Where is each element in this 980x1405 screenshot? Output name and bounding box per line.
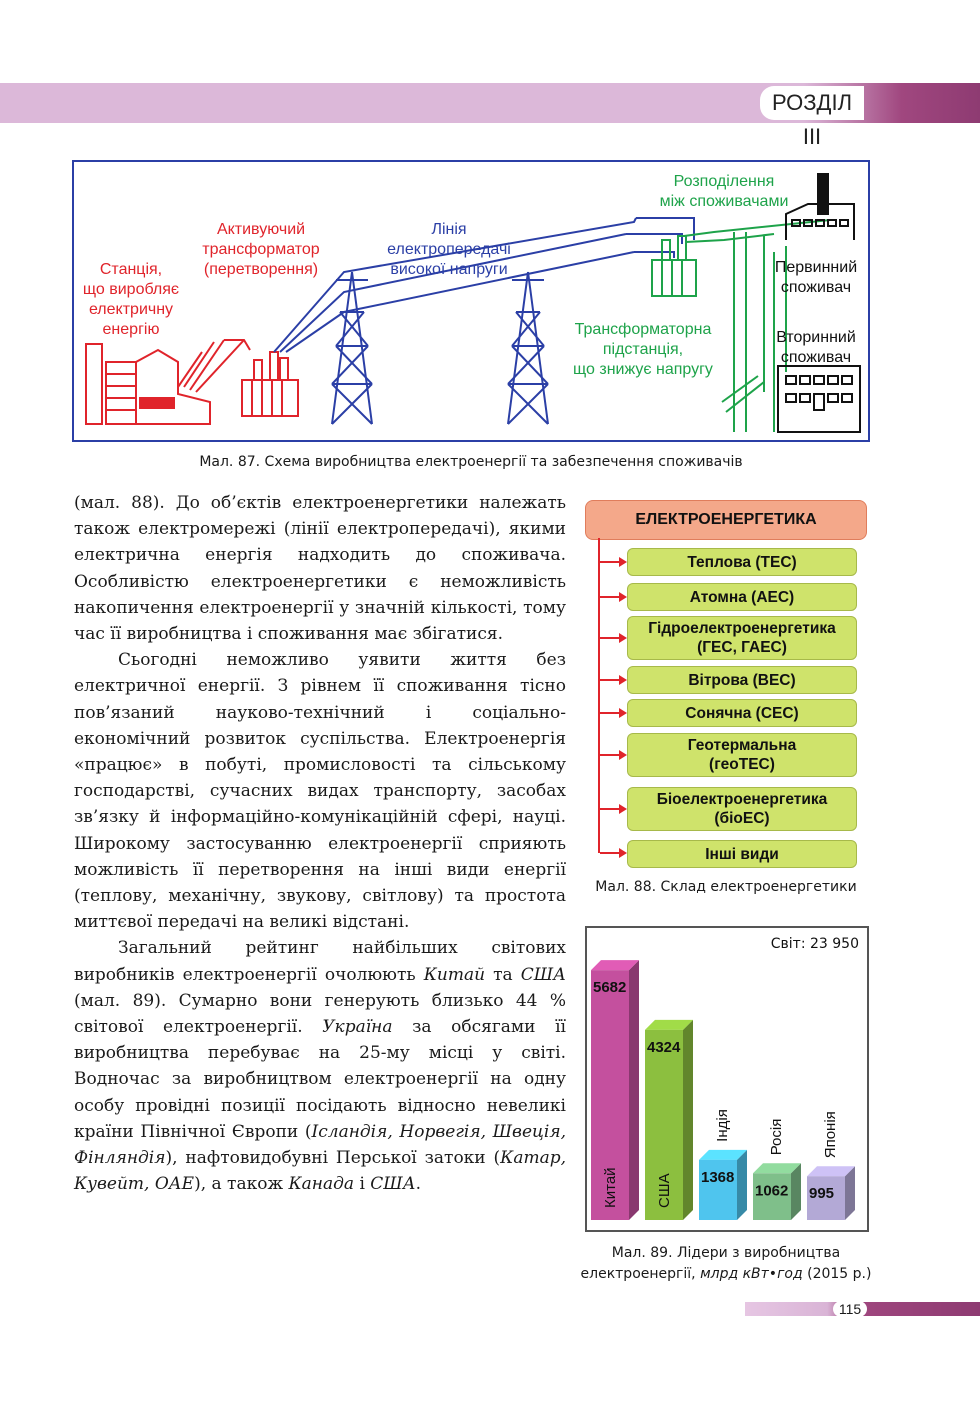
- p3-usa: США: [520, 964, 566, 985]
- p3-gulf: Катар, Кувейт, ОАЕ: [74, 1148, 566, 1195]
- figure-87-caption: Мал. 87. Схема виробництва електроенергії та забезпечення споживачів: [199, 454, 743, 470]
- energy-tree-title: ЕЛЕКТРОЕНЕРГЕТИКА: [585, 500, 867, 540]
- p3-text-g: і: [354, 1174, 371, 1195]
- p3-text-e: ), нафтовидобувні Перської затоки (: [165, 1148, 501, 1169]
- station-label: Станція, що виробляє електричну енергію: [82, 261, 180, 338]
- p3-text-d: за обсягами її виробництва перебуває на 25-му місці у світі. Водночас за виробництвом електроенергії на одну особу провідні позиції посідають відносно невеликі країни Північної Європи (: [74, 1017, 566, 1142]
- bar-value-label: 4324: [647, 1038, 681, 1056]
- p3-text-a: Загальний рейтинг найбільших світових виробників електроенергії очолюють: [74, 938, 566, 985]
- pylon-2-icon: [508, 272, 548, 424]
- bar-chart-svg: [587, 928, 867, 1230]
- figure-89-caption-units: млрд кВт•год: [700, 1266, 803, 1282]
- arrow-icon: [600, 637, 620, 639]
- arrow-icon: [600, 808, 620, 810]
- section-label: РОЗДІЛ III: [760, 86, 864, 120]
- bar-value-label: 995: [809, 1185, 835, 1203]
- arrow-icon: [600, 712, 620, 714]
- bar-value-label: 1368: [701, 1168, 735, 1186]
- energy-item-hydro: Гідроелектроенергетика (ГЕС, ГАЕС): [627, 616, 857, 660]
- bar-side: [683, 1020, 693, 1220]
- p3-ukraine: Україна: [322, 1017, 393, 1038]
- secondary-consumer-label: Вторинний споживач: [776, 329, 856, 366]
- category-label: Японія: [822, 1111, 839, 1159]
- p3-text-b: та: [485, 964, 521, 985]
- figure-89-caption-b: (2015 р.): [802, 1266, 872, 1282]
- category-label: США: [656, 1173, 673, 1208]
- activating-transformer-label: Активуючий трансформатор (перетворення): [202, 221, 320, 278]
- building-icon: [778, 366, 860, 432]
- arrow-icon: [600, 596, 620, 598]
- p3-china: Китай: [423, 964, 486, 985]
- power-station-icon: [86, 340, 250, 424]
- arrow-icon: [600, 561, 620, 563]
- p3-canada: Канада: [288, 1174, 355, 1195]
- energy-item-thermal: Теплова (ТЕС): [627, 548, 857, 576]
- distribution-label: Розподілення між споживачами: [659, 173, 789, 210]
- energy-item-wind: Вітрова (ВЕС): [627, 666, 857, 694]
- energy-item-solar: Сонячна (СЕС): [627, 699, 857, 727]
- substation-label: Трансформаторна підстанція, що знижує напругу: [573, 321, 713, 378]
- body-text: [74, 490, 566, 1197]
- bar-side: [791, 1163, 801, 1220]
- activating-transformer-icon: [242, 352, 298, 416]
- figure-89-caption-line1: Мал. 89. Лідери з виробництва: [611, 1245, 841, 1261]
- chart-89: [585, 926, 869, 1232]
- p3-usa-2: США: [370, 1174, 416, 1195]
- p3-text-c: (мал. 89). Сумарно вони генерують близько 44 % світової електроенергії.: [74, 990, 566, 1038]
- p3-nordic: Ісландія, Норвегія, Швеція, Фінляндія: [74, 1121, 566, 1169]
- energy-item-bio: Біоелектроенергетика (біоЕС): [627, 787, 857, 831]
- paragraph-1: (мал. 88). До об’єктів електроенергетики належать також електромережі (лінії електропередачі), якими електрична енергія надходить до споживача. Особливістю електроенергетики є неможливість накопичення електроенергії у значній кількості, тому час її виробництва і споживання має збігатися.: [74, 493, 566, 645]
- bar-side: [629, 960, 639, 1220]
- bar-value-label: 5682: [593, 979, 627, 997]
- paragraph-3: [74, 935, 566, 1197]
- energy-item-nuclear: Атомна (АЕС): [627, 583, 857, 611]
- paragraph-2: Сьогодні неможливо уявити життя без електричної енергії. З рівнем її споживання тісно пов’язаний науково-технічний і соціально-економічний розвиток суспільства. Електроенергія «працює» в побуті, промисловості та сільському господарстві, сучасних видах транспорту, засобах зв’язку й інформаційно-комунікаційній сфері, науці. Широкому застосуванню електроенергії сприяють можливість її перетворення на інші види енергії (теплову, механічну, звукову, світлову) та простота миттєвої передачі на великі відстані.: [74, 650, 566, 933]
- pylon-1-icon: [332, 272, 372, 424]
- bar-value-label: 1062: [755, 1182, 789, 1200]
- energy-item-other: Інші види: [627, 840, 857, 868]
- hv-line-label: Лінія електропередачі високої напруги: [387, 221, 511, 278]
- category-label: Китай: [602, 1167, 619, 1208]
- bar-side: [737, 1150, 747, 1220]
- p3-text-h: .: [415, 1174, 421, 1195]
- primary-consumer-label: Первинний споживач: [774, 259, 858, 296]
- figure-89-caption: [578, 1243, 874, 1285]
- world-total-label: Світ: 23 950: [770, 936, 859, 952]
- arrow-icon: [600, 679, 620, 681]
- page-number: 115: [833, 1301, 867, 1317]
- energy-item-geothermal: Геотермальна (геоТЕС): [627, 733, 857, 777]
- figure-88-caption: Мал. 88. Склад електроенергетики: [595, 879, 857, 895]
- figure-87-diagram: [72, 160, 870, 442]
- arrow-icon: [600, 852, 620, 854]
- figure-89-caption-a: електроенергії,: [580, 1266, 701, 1282]
- p3-text-f: ), а також: [194, 1174, 289, 1195]
- category-label: Індія: [714, 1109, 731, 1142]
- arrow-icon: [600, 754, 620, 756]
- tree-connector-line: [598, 538, 600, 853]
- category-label: Росія: [768, 1118, 785, 1156]
